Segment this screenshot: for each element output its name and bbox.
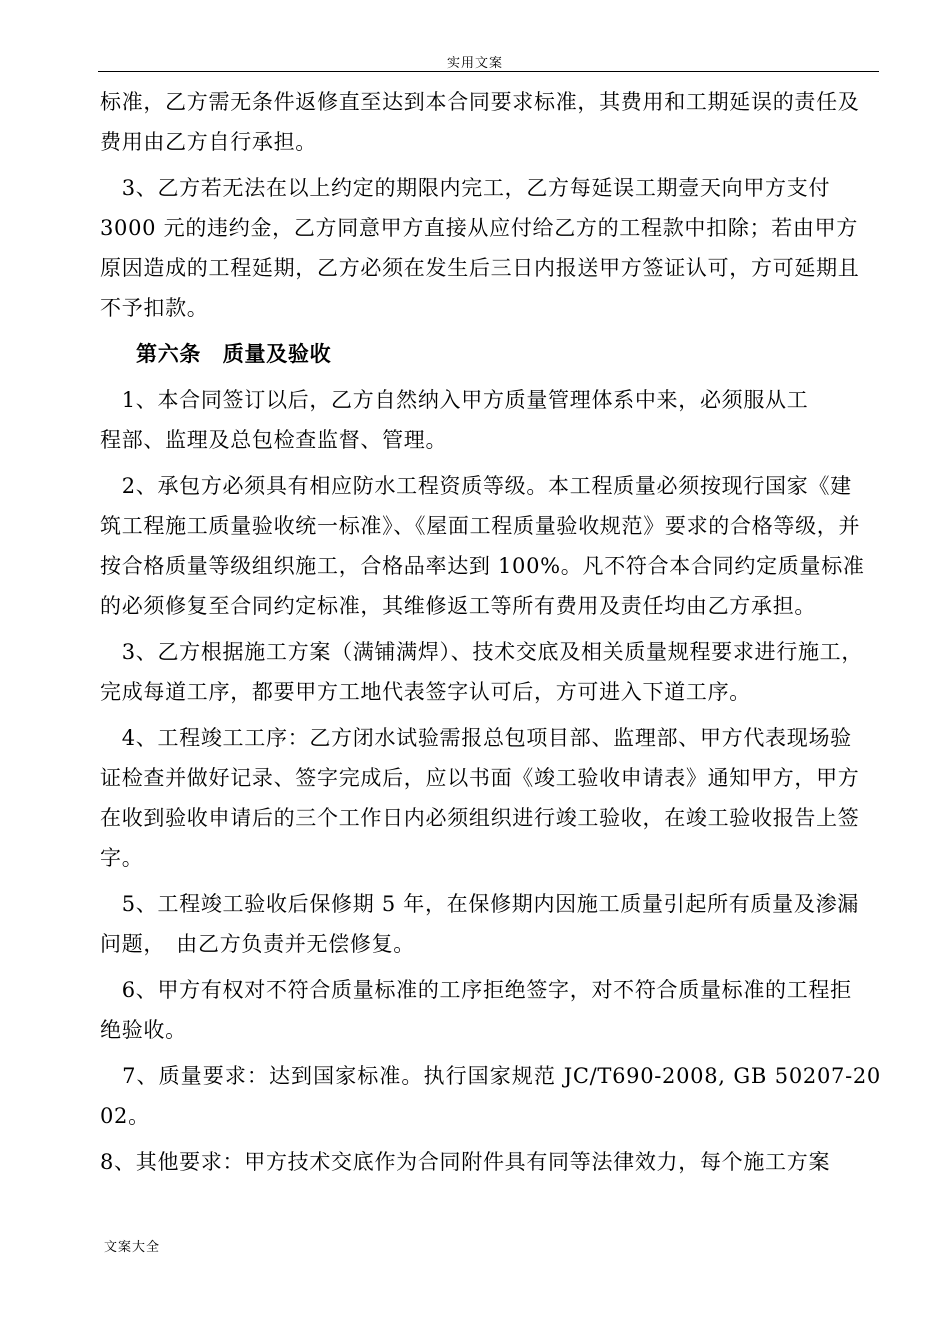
paragraph-item-3: [100, 632, 881, 712]
text-line: 2、承包方必须具有相应防水工程资质等级。本工程质量必须按现行国家《建: [100, 474, 852, 498]
paragraph-item-7: [100, 1056, 881, 1136]
text-line: 6、甲方有权对不符合质量标准的工序拒绝签字，对不符合质量标准的工程拒: [100, 978, 852, 1002]
text-line: 程部、监理及总包检查监督、管理。: [100, 428, 448, 452]
text-line: 在收到验收申请后的三个工作日内必须组织进行竣工验收，在竣工验收报告上签: [100, 806, 860, 830]
text-line: 不予扣款。: [100, 296, 209, 320]
text-line: 3、乙方根据施工方案（满铺满焊）、技术交底及相关质量规程要求进行施工，: [100, 640, 864, 664]
header-rule: [98, 71, 879, 72]
text-line: 3000 元的违约金，乙方同意甲方直接从应付给乙方的工程款中扣除；若由甲方: [100, 216, 859, 240]
section-heading: 第六条 质量及验收: [136, 341, 332, 366]
paragraph-item-5: [100, 884, 881, 964]
paragraph-item-6: [100, 970, 881, 1050]
page-footer: 文案大全: [104, 1240, 161, 1255]
paragraph-item-2: [100, 466, 881, 626]
paragraph-item-4: [100, 718, 881, 878]
document-body: [100, 82, 881, 1188]
text-line: 原因造成的工程延期，乙方必须在发生后三日内报送甲方签证认可，方可延期且: [100, 256, 860, 280]
text-line: 3、乙方若无法在以上约定的期限内完工，乙方每延误工期壹天向甲方支付: [100, 176, 831, 200]
text-line: 证检查并做好记录、签字完成后，应以书面《竣工验收申请表》通知甲方，甲方: [100, 766, 860, 790]
paragraph-continuation: [100, 82, 881, 162]
text-line: 8、其他要求：甲方技术交底作为合同附件具有同等法律效力，每个施工方案: [100, 1150, 831, 1174]
text-line: 筑工程施工质量验收统一标准》、《屋面工程质量验收规范》要求的合格等级，并: [100, 514, 861, 538]
text-line: 绝验收。: [100, 1018, 187, 1042]
text-line: 1、本合同签订以后，乙方自然纳入甲方质量管理体系中来，必须服从工: [100, 388, 809, 412]
text-line: 5、工程竣工验收后保修期 5 年，在保修期内因施工质量引起所有质量及渗漏: [100, 892, 859, 916]
text-line: 完成每道工序，都要甲方工地代表签字认可后，方可进入下道工序。: [100, 680, 751, 704]
paragraph-clause-3: [100, 168, 881, 328]
text-line: 字。: [100, 846, 144, 870]
text-line: 问题， 由乙方负责并无偿修复。: [100, 932, 415, 956]
text-line: 的必须修复至合同约定标准，其维修返工等所有费用及责任均由乙方承担。: [100, 594, 817, 618]
text-line: 4、工程竣工工序：乙方闭水试验需报总包项目部、监理部、甲方代表现场验: [100, 726, 852, 750]
page-header: 实用文案: [446, 56, 503, 71]
text-line: 7、质量要求：达到国家标准。执行国家规范 JC/T690-2008, GB 50207-2002。: [100, 1064, 881, 1128]
text-line: 费用由乙方自行承担。: [100, 130, 317, 154]
text-line: 按合格质量等级组织施工，合格品率达到 100%。凡不符合本合同约定质量标准: [100, 554, 865, 578]
paragraph-item-1: [100, 380, 881, 460]
text-line: 标准，乙方需无条件返修直至达到本合同要求标准，其费用和工期延误的责任及: [100, 90, 860, 114]
paragraph-item-8: [100, 1142, 881, 1182]
